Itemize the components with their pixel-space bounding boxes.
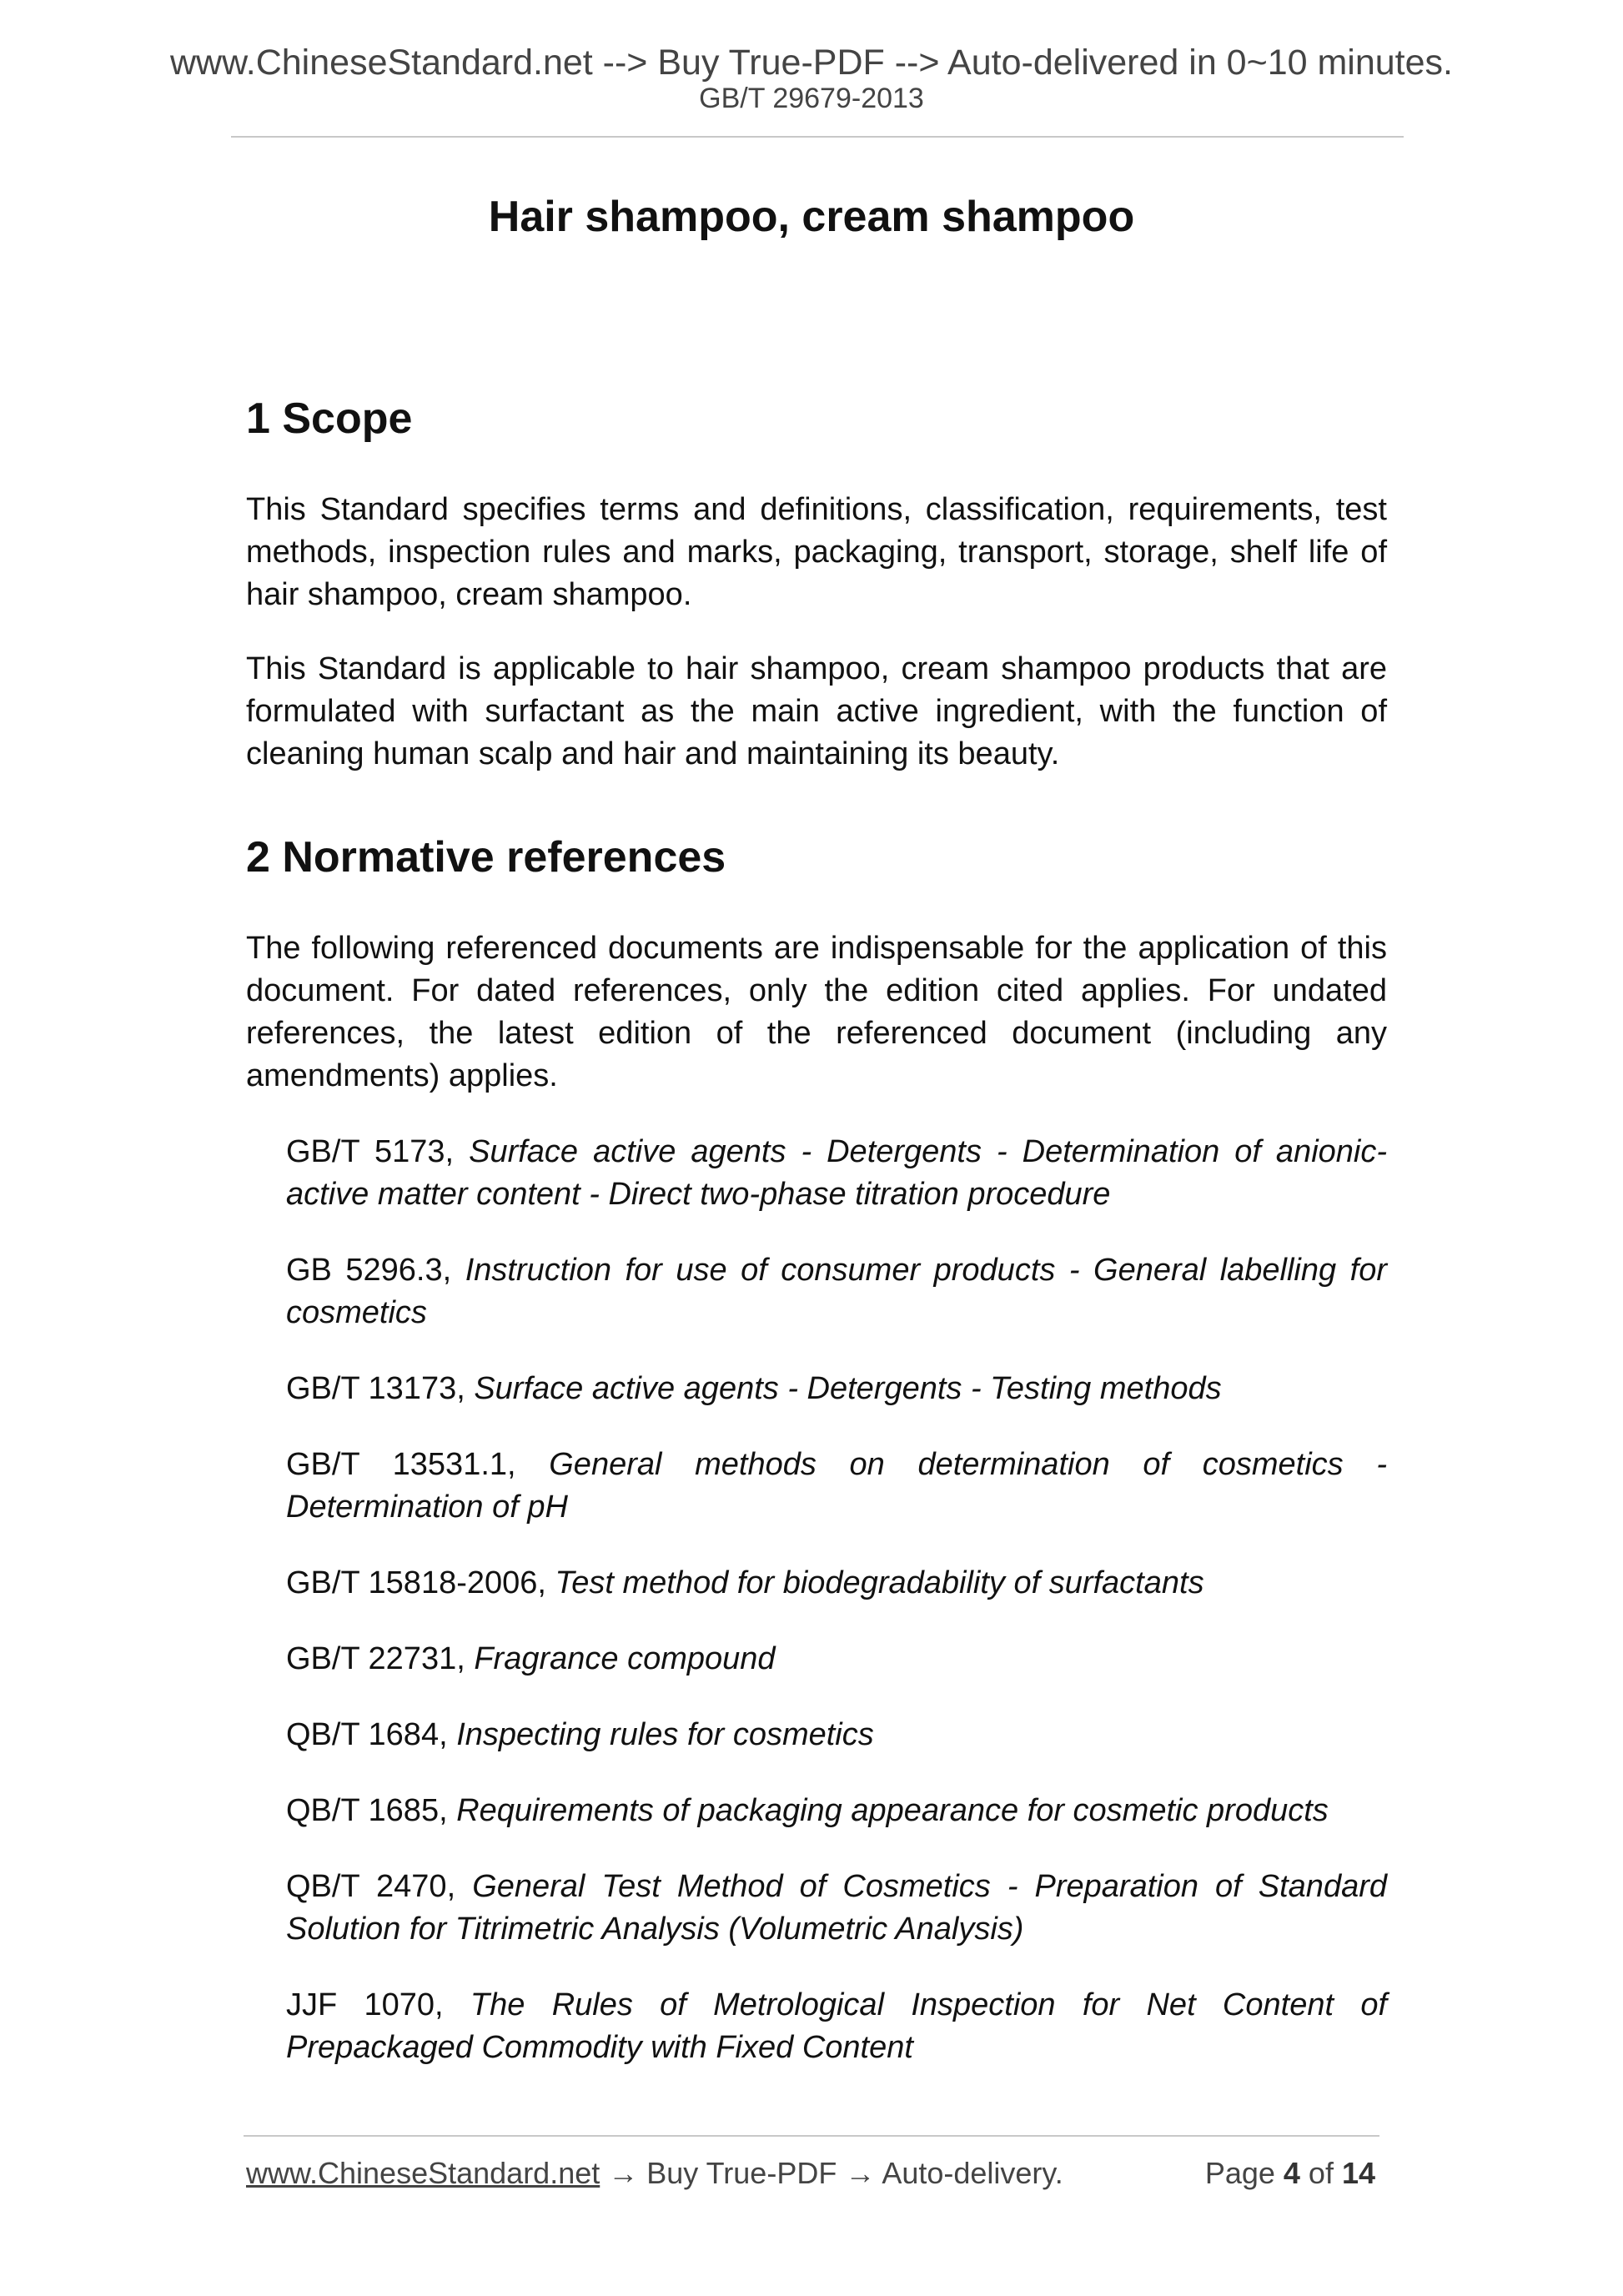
footer-website-link[interactable]: www.ChineseStandard.net (246, 2156, 600, 2190)
reference-title: Instruction for use of consumer products - General labelling for cosmetics (286, 1253, 1387, 1330)
document-body (246, 392, 1387, 2069)
header-divider (231, 136, 1404, 138)
reference-item (286, 1562, 1387, 1605)
reference-title: General Test Method of Cosmetics - Preparation of Standard Solution for Titrimetric Analysis (Volumetric Analysis) (286, 1869, 1387, 1947)
page-number: 4 (1283, 2156, 1300, 2190)
scope-paragraph-2: This Standard is applicable to hair shampoo, cream shampoo products that are formulated with surfactant as the main active ingredient, with the function of cleaning human scalp and hair and maintaining its beauty. (246, 651, 1387, 771)
reference-code: QB/T 1685, (286, 1793, 457, 1828)
document-title: Hair shampoo, cream shampoo (488, 193, 1135, 241)
footer-delivery-text: → Buy True-PDF → Auto-delivery. (600, 2156, 1063, 2190)
reference-item (286, 1249, 1387, 1334)
reference-code: QB/T 1684, (286, 1717, 457, 1752)
section-heading-scope: 1 Scope (246, 394, 413, 443)
reference-item (286, 1368, 1387, 1410)
scope-paragraph-1: This Standard specifies terms and definitions, classification, requirements, test methods, inspection rules and marks, packaging, transport, storage, shelf life of hair shampoo, cream shampoo. (246, 492, 1387, 612)
reference-code: GB/T 5173, (286, 1134, 470, 1169)
section-heading-normative-references: 2 Normative references (246, 833, 726, 882)
reference-item (286, 1638, 1387, 1681)
reference-code: GB/T 13531.1, (286, 1447, 550, 1482)
page-total: 14 (1341, 2156, 1375, 2190)
header-banner: www.ChineseStandard.net --> Buy True-PDF --> Auto-delivered in 0~10 minutes. (169, 43, 1453, 83)
reference-item (286, 1444, 1387, 1529)
reference-item (286, 1714, 1387, 1756)
reference-item (286, 1984, 1387, 2069)
page-of-label: of (1299, 2156, 1342, 2190)
reference-item (286, 1131, 1387, 1216)
reference-code: GB/T 22731, (286, 1641, 475, 1676)
reference-code: JJF 1070, (286, 1987, 470, 2022)
reference-list (286, 1131, 1387, 2069)
page-indicator (1205, 2155, 1375, 2192)
reference-title: Inspecting rules for cosmetics (456, 1717, 874, 1752)
normative-intro-paragraph: The following referenced documents are indispensable for the application of this document. For dated references, only the edition cited applies. For undated references, the latest edition of the referenced document (including any amendments) applies. (246, 931, 1387, 1093)
reference-title: The Rules of Metrological Inspection for Net Content of Prepackaged Commodity with Fixed Content (286, 1987, 1388, 2065)
reference-code: QB/T 2470, (286, 1869, 473, 1904)
reference-code: GB 5296.3, (286, 1253, 465, 1288)
page-label: Page (1204, 2156, 1284, 2190)
reference-item (286, 1866, 1387, 1951)
reference-title: Fragrance compound (474, 1641, 776, 1676)
reference-code: GB/T 13173, (286, 1371, 475, 1406)
reference-title: General methods on determination of cosmetics - Determination of pH (286, 1447, 1387, 1525)
footer-divider (244, 2135, 1379, 2137)
footer-left (246, 2155, 1063, 2192)
reference-item (286, 1790, 1387, 1832)
reference-title: Requirements of packaging appearance for cosmetic products (456, 1793, 1329, 1828)
reference-code: GB/T 15818-2006, (286, 1565, 555, 1600)
document-code: GB/T 29679-2013 (699, 83, 924, 114)
reference-title: Surface active agents - Detergents - Determination of anionic-active matter content - Direct two-phase titration procedure (286, 1134, 1387, 1212)
reference-title: Test method for biodegradability of surfactants (555, 1565, 1204, 1600)
reference-title: Surface active agents - Detergents - Testing methods (474, 1371, 1222, 1406)
